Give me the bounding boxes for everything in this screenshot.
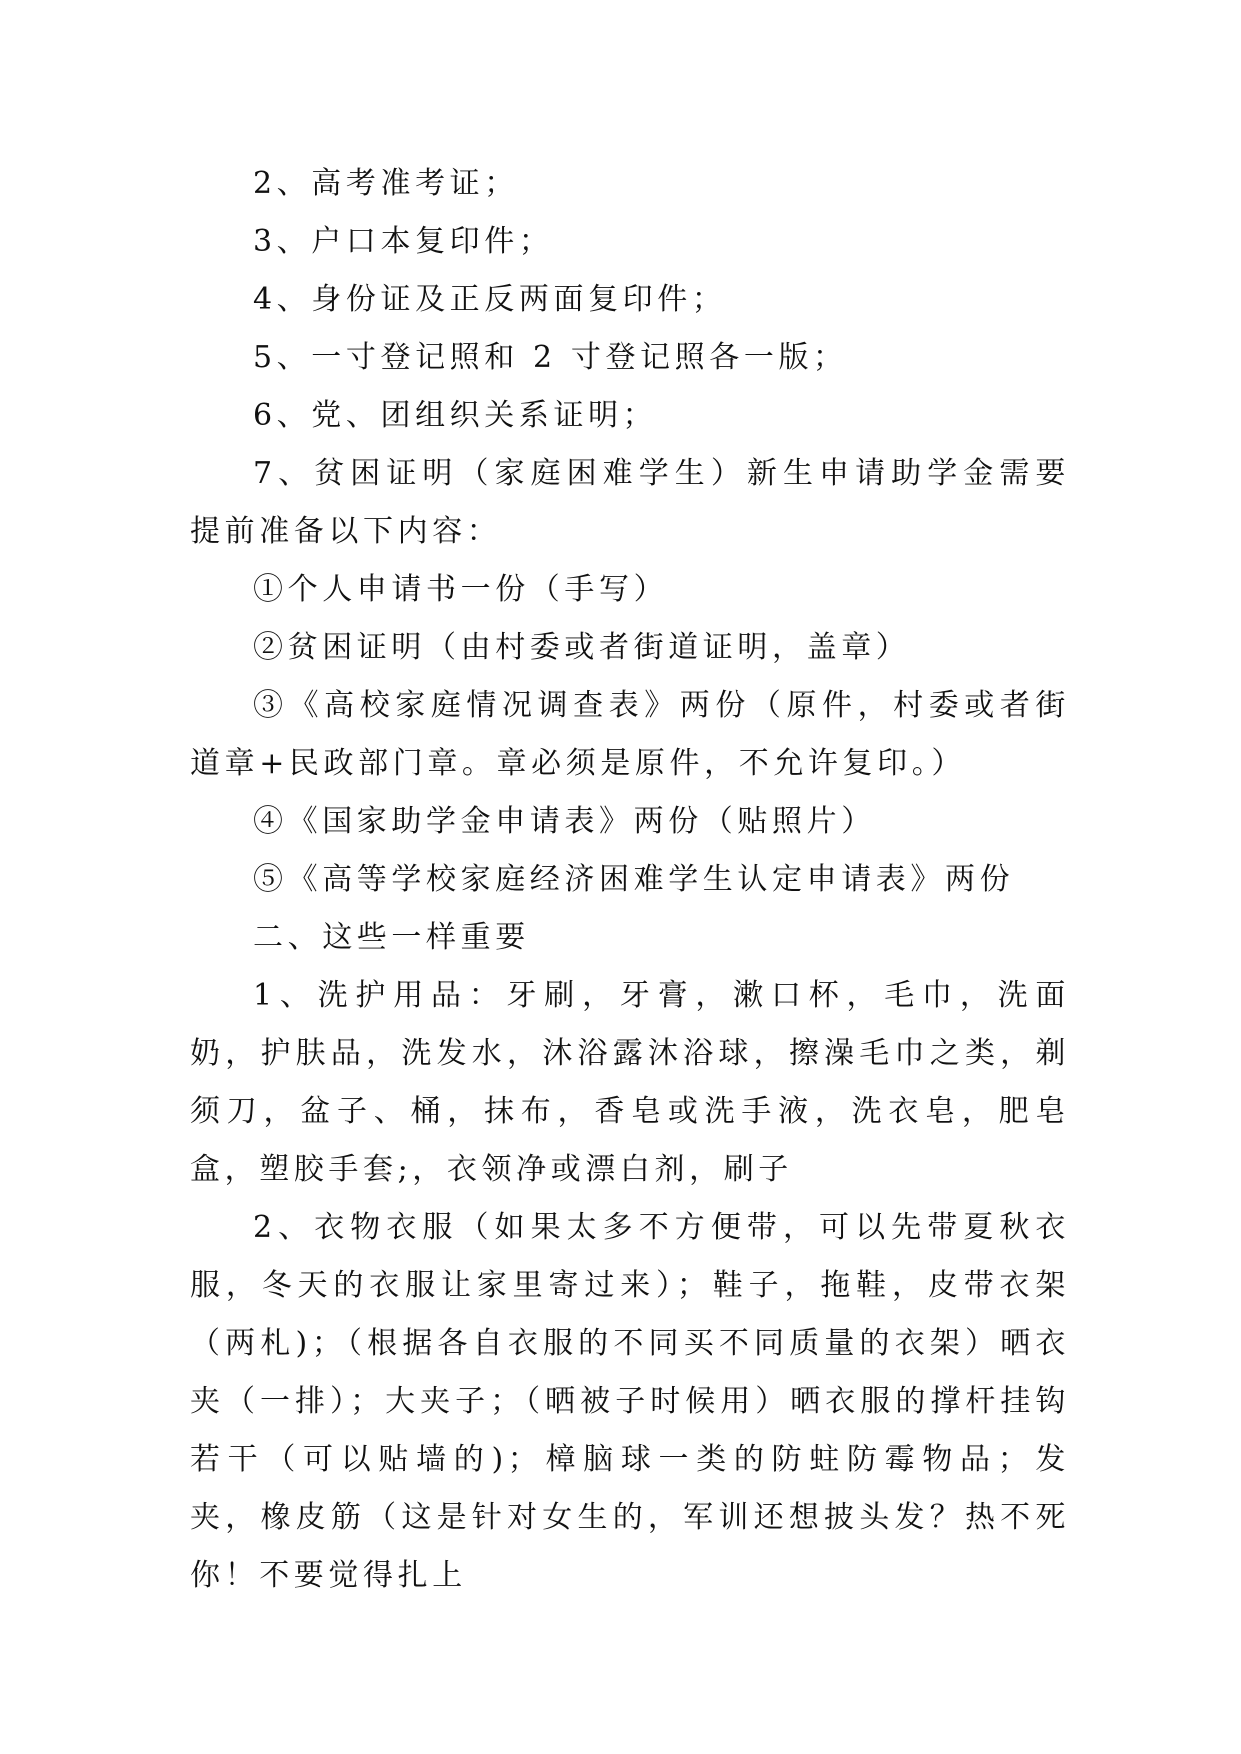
sub-item-poverty-certificate: ②贫困证明（由村委或者街道证明，盖章） (253, 630, 911, 665)
sub-item-application-letter: ①个人申请书一份（手写） (253, 572, 669, 607)
list-item-admission-ticket: 2、高考准考证； (253, 166, 519, 201)
list-item-party-league-proof: 6、党、团组织关系证明； (253, 398, 658, 433)
list-item-poverty-proof: 7、贫困证明（家庭困难学生）新生申请助学金需要提前准备以下内容： (190, 456, 1070, 549)
sub-item-family-survey-form: ③《高校家庭情况调查表》两份（原件，村委或者街道章+民政部门章。章必须是原件，不允许复印。） (190, 688, 1070, 781)
sub-item-grant-application-form: ④《国家助学金申请表》两份（贴照片） (253, 804, 876, 839)
sub-item-hardship-recognition-form: ⑤《高等学校家庭经济困难学生认定申请表》两份 (253, 862, 1015, 897)
list-item-photos: 5、一寸登记照和 2 寸登记照各一版； (253, 340, 848, 375)
section-heading: 二、这些一样重要 (253, 920, 530, 955)
list-item-id-card: 4、身份证及正反两面复印件； (253, 282, 727, 317)
list-item-toiletries: 1、洗护用品：牙刷，牙膏，漱口杯，毛巾，洗面奶，护肤品，洗发水，沐浴露沐浴球，擦澡毛巾之类，剃须刀，盆子、桶，抹布，香皂或洗手液，洗衣皂，肥皂盒，塑胶手套;，衣领净或漂白剂，刷子 (190, 978, 1070, 1187)
list-item-clothing: 2、衣物衣服（如果太多不方便带，可以先带夏秋衣服，冬天的衣服让家里寄过来）；鞋子，拖鞋，皮带衣架（两札)；（根据各自衣服的不同买不同质量的衣架）晒衣夹（一排）；大夹子；（晒被子时候用）晒衣服的撑杆挂钩若干（可以贴墙的)；樟脑球一类的防蛀防霉物品；发夹，橡皮筋（这是针对女生的，军训还想披头发？热不死你！不要觉得扎上 (190, 1210, 1070, 1593)
document-body (190, 155, 1070, 1605)
list-item-household-register: 3、户口本复印件； (253, 224, 554, 259)
